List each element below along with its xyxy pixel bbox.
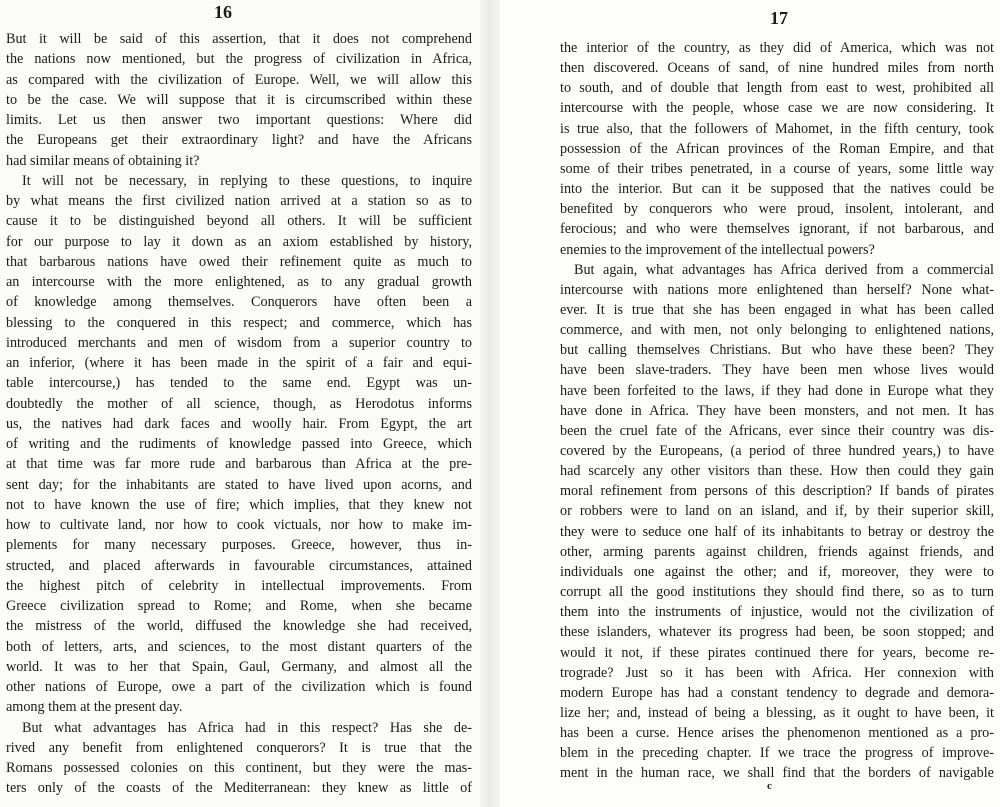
text-line: among them at the present day. [6,699,183,716]
text-line: of writing and the rudiments of knowledge passed into Greece, which [6,436,472,452]
text-line: introduced merchants and men of wisdom from a superior country to [6,334,472,351]
text-line: rived any benefit from enlightened conquerors? It is true that the [6,739,472,756]
text-line: Greece civilization spread to Rome; and Rome, when she became [6,598,472,614]
text-line: an intercourse with the more enlightened, as to any gradual growth [6,274,472,290]
text-line: But again, what advantages has Africa derived from a commercial [574,261,994,278]
text-line: sent day; for the inhabitants are stated to have lived upon acorns, and [6,476,472,493]
text-line: structed, and placed afterwards in favourable circumstances, attained [6,557,472,574]
page-number: 17 [770,8,788,28]
text-line: by what means the first civilized nation arrived at a station so as to [6,193,472,209]
text-line: to south, and of double that length from east to west, prohibited all [560,80,994,97]
text-line: trograde? Just so it has been with Africa. Her connexion with [560,664,994,681]
text-line: have been forfeited to the laws, if they had done in Europe what they [560,382,994,399]
text-line: ters only of the coasts of the Mediterranean: they knew as little of [6,780,472,797]
text-line: cause it to be distinguished beyond all others. It will be sufficient [6,213,472,230]
text-line: covered by the Europeans, (a period of three hundred years,) to have [560,443,994,459]
signature-mark: c [767,780,772,792]
text-line: but calling themselves Christians. But who have these been? They [560,342,994,359]
text-line: other, arming parents against children, friends against friends, and [560,543,994,560]
text-line: have done in Africa. They have been monsters, and not men. It has [560,402,994,419]
text-line: how to cultivate land, nor how to cook victuals, nor how to make im- [6,517,472,533]
text-line: ever. It is true that she has been engaged in what has been called [560,301,994,318]
text-line: at that time was far more rude and barbarous than Africa at the pre- [6,456,472,473]
text-line: plements for many necessary purposes. Greece, however, thus in- [6,537,472,554]
text-line: modern Europe has had a constant tendency to degrade and demora- [560,684,994,701]
text-line: But what advantages has Africa had in this respect? Has she de- [22,719,472,736]
text-line: individuals one against the other; and if, moreover, they were to [560,563,994,580]
text-line: they were to seduce one half of its inhabitants to betray or destroy the [560,523,994,540]
text-line: lize her; and, instead of being a blessing, as it ought to have been, it [560,704,994,721]
text-line: But it will be said of this assertion, that it does not comprehend [6,31,472,47]
text-line: intercourse with nations more enlightened than herself? None what- [560,281,994,298]
text-line: table intercourse,) has tended to the same end. Egypt was un- [6,375,472,392]
text-line: had scarcely any other visitors than these. How then could they gain [560,463,994,480]
text-line: for our purpose to lay it down as an axiom established by history, [6,233,472,250]
text-line: is true also, that the followers of Mahomet, in the fifth century, took [560,120,994,137]
text-line: not to have known the use of fire; which implies, that they knew not [6,496,472,513]
text-line: ferocious; and who were themselves ignorant, if not barbarous, and [560,221,994,238]
text-line: benefited by conquerors who were proud, insolent, intolerant, and [560,201,994,218]
text-line: other nations of Europe, owe a part of the civilization which is found [6,679,472,695]
text-line: moral refinement from persons of this description? If bands of pirates [560,483,994,500]
text-line: would it not, if these pirates continued there for years, become re- [560,644,994,661]
text-line: an inferior, (where it has been made in the spirit of a fair and equi- [6,355,472,371]
text-line: been the cruel fate of the Africans, ever since their country was dis- [560,422,994,439]
text-line: that barbarous nations have owed their refinement quite as much to [6,253,472,270]
text-line: the highest pitch of celebrity in intellectual improvements. From [6,577,472,594]
text-line: has been a curse. Hence arises the phenomenon mentioned as a pro- [560,725,994,742]
book-gutter [480,0,500,807]
text-line: Romans possessed colonies on this continent, but they were the mas- [6,760,472,776]
right-page [500,0,1000,807]
text-line: intercourse with the people, whose case we are now considering. It [560,100,994,117]
text-line: possession of the African provinces of the Roman Empire, and that [560,140,994,157]
text-line: have been slave-traders. They have been men whose lives would [560,362,994,379]
text-line: the nations now mentioned, but the progress of civilization in Africa, [6,51,472,68]
text-line: then discovered. Oceans of sand, of nine hundred miles from north [560,60,994,77]
text-line: these islanders, whatever its progress had been, be soon stopped; and [560,624,994,641]
text-line: into the interior. But can it be supposed that the natives could be [560,181,994,198]
text-line: the mistress of the world, diffused the knowledge she had received, [6,618,472,635]
text-line: ment in the human race, we shall find that the borders of navigable [560,765,994,782]
text-line: It will not be necessary, in replying to these questions, to inquire [22,172,472,189]
page-number: 16 [214,2,232,22]
text-line: the Europeans get their extraordinary light? and have the Africans [6,132,472,149]
text-line: corrupt all the good institutions they should find there, so as to turn [560,584,994,601]
text-line: blem in the preceding chapter. If we trace the progress of improve- [560,745,994,762]
text-line: enemies to the improvement of the intellectual powers? [560,241,875,258]
text-line: some of their tribes penetrated, in a course of years, some little way [560,160,994,177]
text-line: or robbers were to land on an island, and if, by their superior skill, [560,503,994,520]
text-line: doubtedly the mother of all science, though, as Herodotus informs [6,395,472,412]
text-line: had similar means of obtaining it? [6,152,200,169]
text-line: commerce, and with men, not only belonging to enlightened nations, [560,322,994,339]
text-line: limits. Let us then answer two important questions: Where did [6,112,472,128]
left-page [0,0,480,807]
text-line: both of letters, arts, and sciences, to the most distant quarters of the [6,638,472,655]
text-line: us, the natives had dark faces and woolly hair. From Egypt, the art [6,415,472,432]
text-line: them into the instruments of injustice, would not the civilization of [560,604,994,621]
text-line: the interior of the country, as they did of America, which was not [560,40,994,56]
text-line: of knowledge among themselves. Conquerors have often been a [6,294,472,311]
text-line: world. It was to her that Spain, Gaul, Germany, and almost all the [6,658,472,675]
text-line: as compared with the civilization of Europe. Well, we will allow this [6,71,472,88]
text-line: to be the case. We will suppose that it is circumscribed within these [6,91,472,108]
text-line: blessing to the conquered in this respect; and commerce, which has [6,314,472,331]
